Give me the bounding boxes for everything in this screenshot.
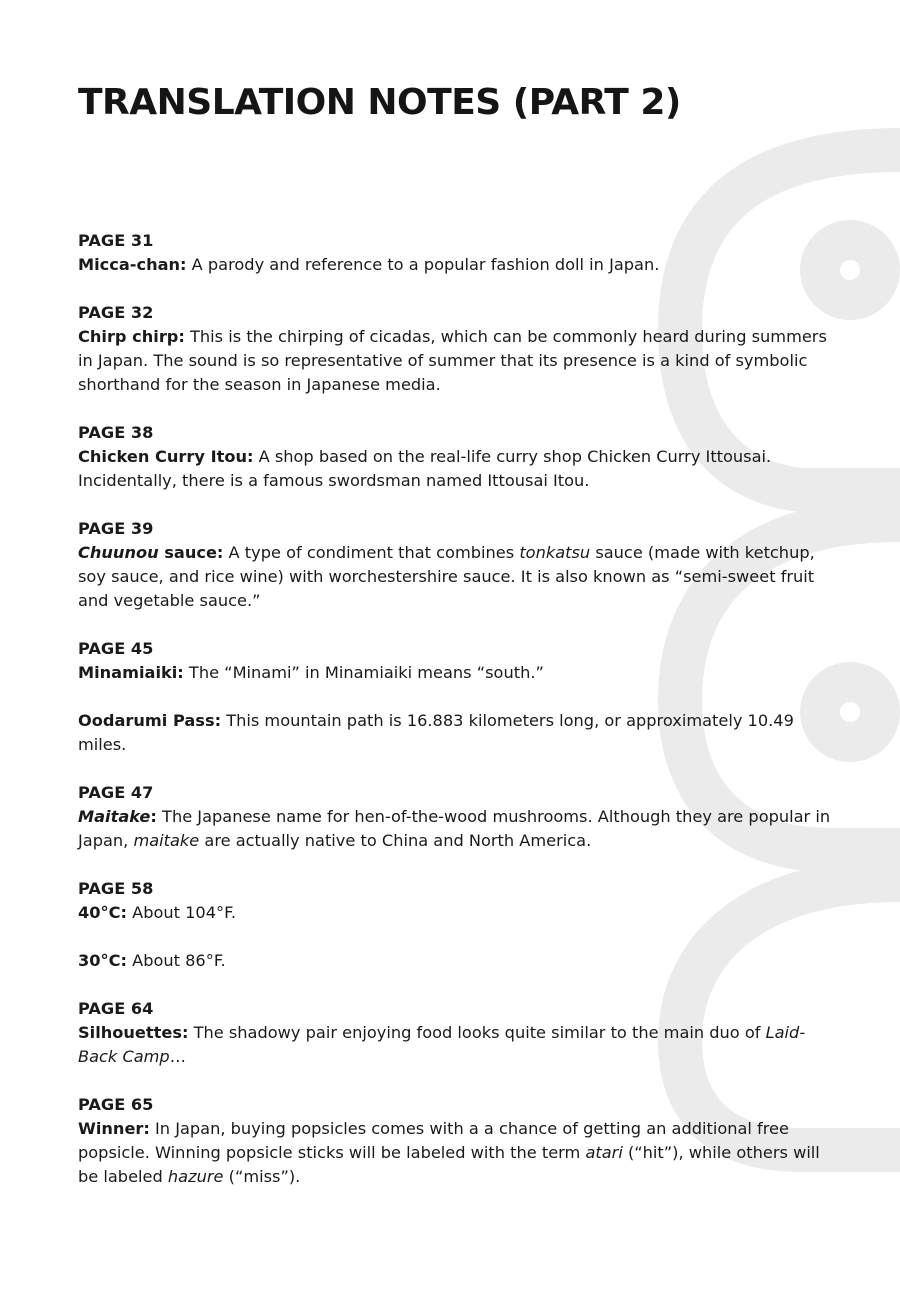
note-body-italic: Laid-Back Camp	[78, 1023, 806, 1066]
section-heading: PAGE 58	[78, 879, 154, 898]
note-term: Chirp chirp:	[78, 327, 185, 346]
note-body: (“hit”), while others will be labeled	[78, 1143, 820, 1186]
note-body: The Japanese name for hen-of-the-wood mushrooms. Although they are popular in Japan,	[78, 807, 831, 850]
note-entry	[78, 901, 838, 925]
note-body: sauce (made with ketchup, soy sauce, and rice wine) with worchestershire sauce. It is also known as “semi-sweet fruit and vegetable sauce.”	[78, 543, 815, 610]
note-body: This is the chirping of cicadas, which can be commonly heard during summers in Japan. The sound is so representative of summer that its presence is a kind of symbolic shorthand for the season in Japanese media.	[78, 327, 827, 394]
note-term	[78, 807, 157, 826]
page-title: TRANSLATION NOTES (PART 2)	[78, 82, 681, 123]
note-term: 40°C:	[78, 903, 127, 922]
note-term: Minamiaiki:	[78, 663, 184, 682]
note-body: A shop based on the real-life curry shop Chicken Curry Ittousai. Incidentally, there is a famous swordsman named Ittousai Itou.	[78, 447, 772, 490]
section-page-64	[78, 997, 838, 1069]
note-term: 30°C:	[78, 951, 127, 970]
note-body-italic: atari	[585, 1143, 623, 1162]
note-entry	[78, 541, 838, 613]
note-body: About 104°F.	[126, 903, 236, 922]
section-page-31	[78, 229, 838, 277]
section-heading: PAGE 65	[78, 1095, 154, 1114]
note-body: …	[169, 1047, 186, 1066]
note-term: Winner:	[78, 1119, 150, 1138]
note-term-rest: sauce:	[158, 543, 224, 562]
section-heading: PAGE 31	[78, 231, 154, 250]
note-term-italic: Chuunou	[78, 543, 159, 562]
note-body: This mountain path is 16.883 kilometers long, or approximately 10.49 miles.	[78, 711, 794, 754]
section-page-39	[78, 517, 838, 613]
note-entry	[78, 325, 838, 397]
note-body: The “Minami” in Minamiaiki means “south.”	[183, 663, 544, 682]
note-entry	[78, 949, 838, 973]
section-heading: PAGE 38	[78, 423, 154, 442]
note-entry	[78, 1021, 838, 1069]
section-page-32	[78, 301, 838, 397]
section-heading: PAGE 47	[78, 783, 154, 802]
notes-list	[78, 229, 838, 1213]
note-entry	[78, 661, 838, 685]
note-body-italic: hazure	[167, 1167, 224, 1186]
note-term-rest: :	[150, 807, 157, 826]
section-heading: PAGE 32	[78, 303, 154, 322]
note-entry	[78, 1117, 838, 1189]
note-body-italic: tonkatsu	[519, 543, 591, 562]
note-entry	[78, 709, 838, 757]
note-body: In Japan, buying popsicles comes with a a chance of getting an additional free popsicle. Winning popsicle sticks will be labeled with the term	[78, 1119, 789, 1162]
section-page-47	[78, 781, 838, 853]
note-body: The shadowy pair enjoying food looks quite similar to the main duo of	[188, 1023, 766, 1042]
section-page-45	[78, 637, 838, 757]
section-page-58	[78, 877, 838, 973]
section-heading: PAGE 39	[78, 519, 154, 538]
note-term: Silhouettes:	[78, 1023, 189, 1042]
note-term: Micca-chan:	[78, 255, 187, 274]
note-body: (“miss”).	[223, 1167, 301, 1186]
note-body: are actually native to China and North America.	[199, 831, 592, 850]
section-page-65	[78, 1093, 838, 1189]
note-entry	[78, 805, 838, 853]
note-body: A parody and reference to a popular fashion doll in Japan.	[186, 255, 660, 274]
note-term: Chicken Curry Itou:	[78, 447, 254, 466]
note-entry	[78, 253, 838, 277]
note-term-italic: Maitake	[78, 807, 151, 826]
section-heading: PAGE 64	[78, 999, 154, 1018]
note-body: About 86°F.	[126, 951, 226, 970]
section-heading: PAGE 45	[78, 639, 154, 658]
note-term	[78, 543, 223, 562]
note-body-italic: maitake	[133, 831, 200, 850]
note-entry	[78, 445, 838, 493]
note-term: Oodarumi Pass:	[78, 711, 222, 730]
section-page-38	[78, 421, 838, 493]
note-body: A type of condiment that combines	[223, 543, 520, 562]
